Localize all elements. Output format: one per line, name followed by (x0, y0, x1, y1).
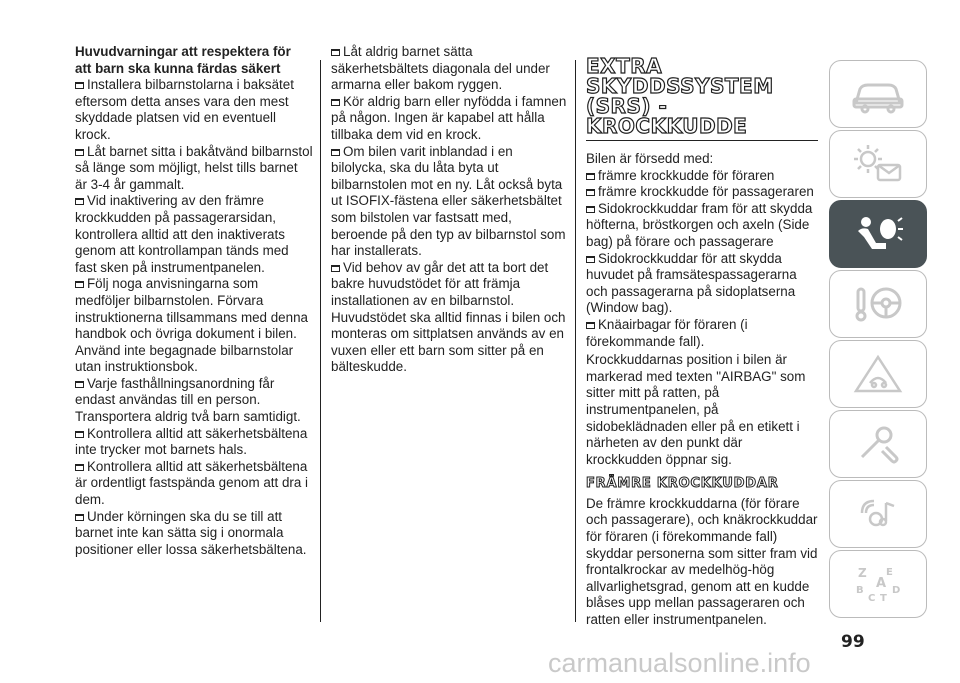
checkbox-bullet-icon (331, 149, 340, 156)
dashboard-lights-icon (850, 143, 906, 185)
section-text: De främre krockkuddarna (för förare och passagerare), och knäkrockkuddar för föraren (i förekommande fall) skyddar personerna som sitter fram vid frontalkrockar av medelhög-hög allvarlighetsgrad, genom att en kudde blåses upp mellan passageraren och ratten eller instrumentpanelen. (586, 495, 818, 628)
list-item: Sidokrockkuddar fram för att skydda höfterna, bröstkorgen och axeln (Side bag) på förare och passagerare (586, 200, 813, 249)
checkbox-bullet-icon (586, 173, 595, 180)
index-letter: A (876, 576, 887, 591)
list-item: Om bilen varit inblandad i en bilolycka, ska du låta byta ut bilbarnstolen mot en ny. Låt också byta ut ISOFIX-fästena eller säkerhetsbältet som bilstolen var fastsatt med, beroende på den typ av bilbarnstol som har installerats. (331, 143, 566, 259)
list-item: Kontrollera alltid att säkerhetsbältena är ordentligt fastspända genom att dra i dem. (75, 458, 308, 508)
car-icon (850, 73, 906, 115)
section-subtitle: FRÄMRE KROCKKUDDAR (586, 476, 779, 492)
index-letter: T (880, 593, 887, 604)
list-item: Följ noga anvisningarna som medföljer bilbarnstolen. Förvara instruktionerna tillsammans med denna handbok och övriga dokument i bilen. Använd inte begagnade bilbarnstolar utan instruktionsbok. (75, 276, 308, 375)
index-letter: B (856, 585, 864, 596)
index-letter: E (886, 567, 893, 578)
list-item: Installera bilbarnstolarna i baksätet eftersom detta anses vara den mest skyddade platsen vid en eventuell krock. (75, 77, 294, 142)
checkbox-bullet-icon (586, 322, 595, 329)
checkbox-bullet-icon (586, 256, 595, 263)
list-item: Kör aldrig barn eller nyfödda i famnen på någon. Ingen är kapabel att hålla tillbaka dem vid en krock. (331, 93, 567, 142)
alphabet-index-icon (850, 563, 906, 605)
list-item: främre krockkudde för föraren (586, 168, 818, 185)
checkbox-bullet-icon (586, 206, 595, 213)
tab-dashboard-lights[interactable] (829, 130, 927, 198)
list-item: Vid behov av går det att ta bort det bakre huvudstödet för att främja installationen av en bilbarnstol. Huvudstödet ska alltid finnas i bilen och monteras om sittplatsen används av en vuxen eller ett barn som sitter på en bälteskudde. (331, 259, 566, 375)
column-divider (320, 60, 321, 622)
column-divider (575, 60, 576, 622)
column-1 (75, 44, 313, 558)
tab-alphabetical-index[interactable] (829, 550, 927, 618)
checkbox-bullet-icon (331, 265, 340, 272)
tab-wrench-service[interactable] (829, 410, 927, 478)
checkbox-bullet-icon (75, 431, 84, 438)
tab-key-steering[interactable] (829, 270, 927, 338)
checkbox-bullet-icon (75, 381, 84, 388)
key-steering-icon (850, 283, 906, 325)
title-underline (586, 140, 818, 141)
index-letter: D (892, 585, 901, 596)
page-number: 99 (841, 632, 865, 652)
tab-multimedia[interactable] (829, 480, 927, 548)
section-main-title: EXTRA SKYDDSSYSTEM (SRS) - KROCKKUDDE (586, 54, 774, 138)
list-item: Under körningen ska du se till att barnet inte kan sätta sig i onormala positioner eller lossa säkerhetsbältena. (75, 508, 307, 557)
checkbox-bullet-icon (586, 189, 595, 196)
list-item: Vid inaktivering av den främre krockkudden på passagerarsidan, kontrollera alltid att den inaktiverats genom att kontrollampan tänds med fast sken på instrumentpanelen. (75, 193, 289, 275)
intro-text: Bilen är försedd med: (586, 151, 714, 166)
list-item: Låt barnet sitta i bakåtvänd bilbarnstol så länge som möjligt, helst tills barnet är 3-4 år gammalt. (75, 143, 313, 192)
seat-airbag-icon (850, 213, 906, 255)
checkbox-bullet-icon (331, 49, 340, 56)
wrench-service-icon (850, 423, 906, 465)
warning-breakdown-icon (850, 353, 906, 395)
checkbox-bullet-icon (75, 149, 84, 156)
checkbox-bullet-icon (331, 99, 340, 106)
column-2 (331, 44, 567, 376)
list-item: Låt aldrig barnet sätta säkerhetsbältets diagonala del under armarna eller bakom ryggen. (331, 44, 550, 93)
checkbox-bullet-icon (75, 514, 84, 521)
list-item: Knäairbagar för föraren (i förekommande fall). (586, 316, 748, 349)
list-item: Sidokrockkuddar för att skydda huvudet på framsätespassagerarna och passagerarna på sidoplatserna (Window bag). (586, 250, 797, 316)
tab-car[interactable] (829, 60, 927, 128)
checkbox-bullet-icon (75, 198, 84, 205)
checkbox-bullet-icon (75, 464, 84, 471)
column-3 (586, 46, 818, 629)
tab-seat-airbag[interactable] (829, 200, 927, 268)
index-letter: Z (858, 566, 867, 580)
position-text: Krockkuddarnas position i bilen är markerad med texten "AIRBAG" som sitter mitt på ratten, på instrumentpanelen, på sidobeklädnaden eller på en etikett i närheten av den punkt där krockkudden öppnar sig. (586, 352, 806, 467)
index-letter: C (868, 593, 876, 604)
multimedia-icon (850, 493, 906, 535)
list-item: Varje fasthållningsanordning får endast användas till en person. Transportera aldrig två barn samtidigt. (75, 375, 301, 425)
tab-warning-breakdown[interactable] (829, 340, 927, 408)
list-item: främre krockkudde för passageraren (586, 184, 818, 201)
watermark: carmanualsonline.info (548, 648, 811, 678)
checkbox-bullet-icon (75, 281, 84, 288)
list-item: Kontrollera alltid att säkerhetsbältena inte trycker mot barnets hals. (75, 425, 308, 458)
checkbox-bullet-icon (75, 82, 84, 89)
warnings-heading: Huvudvarningar att respektera för att barn ska kunna färdas säkert (75, 44, 291, 76)
